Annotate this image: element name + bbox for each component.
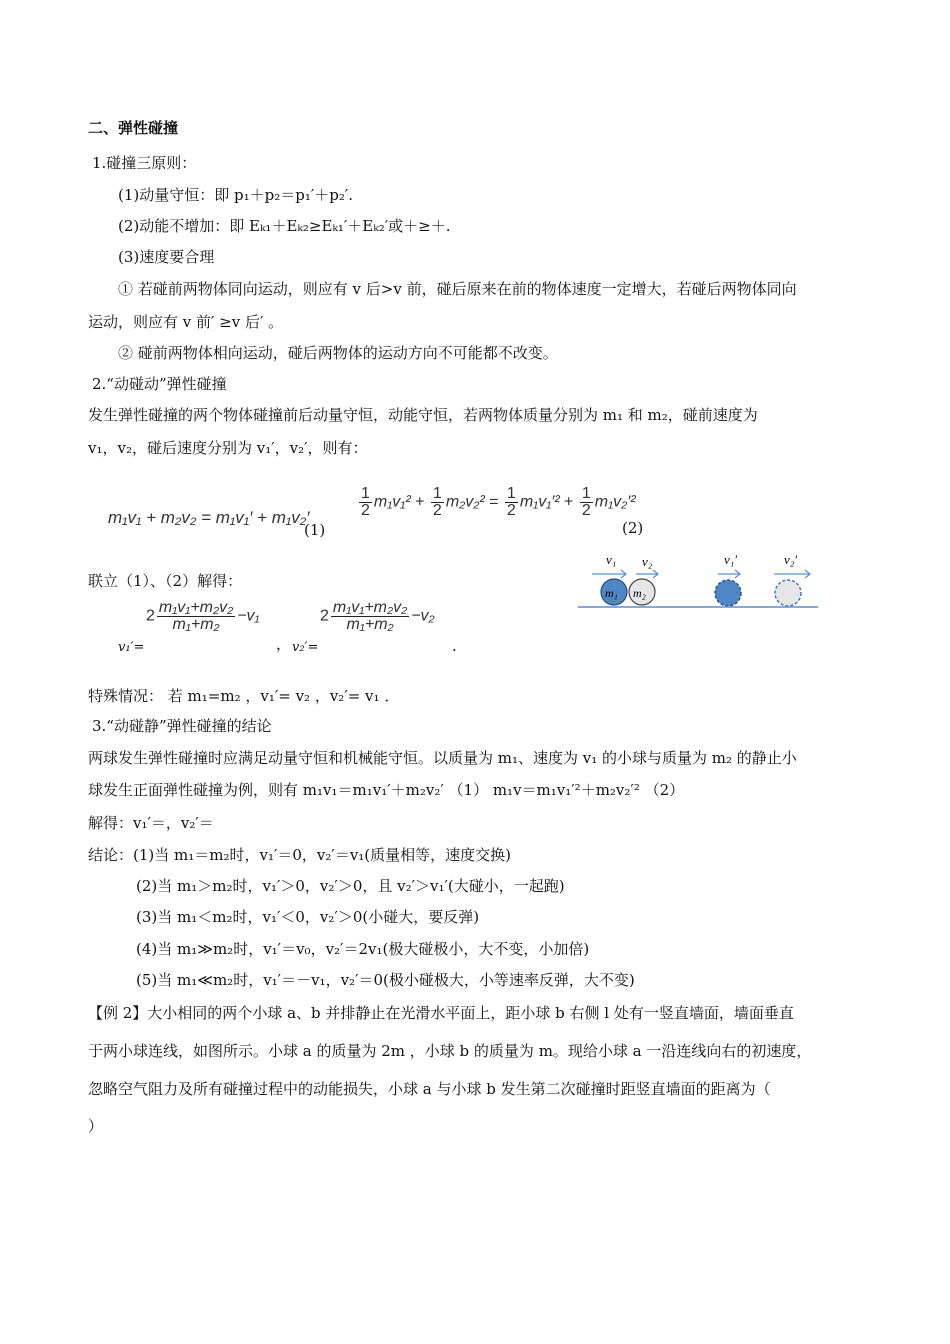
conclusion-1: 结论：(1)当 m₁＝m₂时，v₁′＝0，v₂′＝v₁(质量相等，速度交换) — [88, 846, 512, 864]
m1-label: m₁ — [605, 586, 618, 600]
energy-term-1: m₁v₁² — [373, 493, 411, 511]
period: . — [452, 637, 457, 655]
equals-sign: = — [489, 493, 499, 511]
ball-m2-after — [775, 580, 801, 606]
half-numerator: 1 — [432, 485, 442, 502]
equation-1-tag: (1) — [304, 521, 326, 539]
half-numerator: 1 — [361, 485, 370, 502]
momentum-equation: m₁v₁ + m₂v₂ = m₁v₁′ + m₁v₂′ — [108, 508, 310, 527]
ball-m1-after — [715, 580, 741, 606]
collision-diagram — [578, 548, 823, 614]
half-denominator: 2 — [581, 502, 591, 519]
two-coefficient: 2 — [146, 607, 155, 625]
formula-denominator: m₁+m₂ — [172, 616, 220, 633]
dyn-paragraph-2: v₁，v₂，碰后速度分别为 v₁′，v₂′，则有： — [88, 439, 368, 457]
static-paragraph-2: 球发生正面弹性碰撞为例，则有 m₁v₁＝m₁v₁′＋m₂v₂′ （1） m₁v＝m₁v₁′²＋m₂v₂′² （2） — [88, 781, 685, 799]
arrow-v1 — [592, 570, 626, 578]
half-numerator: 1 — [506, 485, 516, 502]
equation-2-tag: (2) — [622, 519, 644, 537]
solve-heading: 联立（1）、（2）解得： — [88, 572, 243, 590]
v1-label: v₁ — [606, 552, 617, 567]
rule-3a-line1: ① 若碰前两物体同向运动，则应有 v 后>v 前，碰后原来在前的物体速度一定增大，若碰后两物体同向 — [118, 280, 797, 298]
energy-term-3: m₁v₁′² — [519, 493, 560, 511]
rule-3: (3)速度要合理 — [118, 248, 215, 266]
static-heading: 3.“动碰静”弹性碰撞的结论 — [92, 717, 272, 735]
energy-term-4: m₁v₂′² — [594, 493, 636, 511]
v2-prime-label: v₂′ — [784, 552, 798, 567]
formula-tail-v2: −v₂ — [411, 607, 435, 625]
v1-prime-formula — [146, 600, 260, 633]
half-denominator: 2 — [361, 502, 370, 519]
example-line-3: 忽略空气阻力及所有碰撞过程中的动能损失，小球 a 与小球 b 发生第二次碰撞时距竖直墙面的距离为（ — [88, 1080, 771, 1098]
plus-sign: + — [564, 493, 574, 511]
v1-prime-label: v₁′ — [724, 552, 738, 567]
static-solve: 解得：v₁′＝，v₂′＝ — [88, 814, 214, 832]
plus-sign: + — [415, 493, 425, 511]
rules-heading: 1.碰撞三原则： — [92, 154, 197, 172]
dyn-heading: 2.“动碰动”弹性碰撞 — [92, 375, 227, 393]
rule-2: (2)动能不增加：即 Eₖ₁＋Eₖ₂≥Eₖ₁′＋Eₖ₂′或＋≥＋. — [118, 217, 451, 235]
rule-3b: ② 碰前两物体相向运动，碰后两物体的运动方向不可能都不改变。 — [118, 344, 558, 362]
dyn-paragraph-1: 发生弹性碰撞的两个物体碰撞前后动量守恒，动能守恒，若两物体质量分别为 m₁ 和 m₂，碰前速度为 — [88, 406, 758, 424]
conclusion-5: (5)当 m₁≪m₂时，v₁′＝－v₁，v₂′＝0(极小碰极大，小等速率反弹，大不变) — [136, 971, 635, 989]
conclusion-2: (2)当 m₁＞m₂时，v₁′＞0，v₂′＞0，且 v₂′＞v₁′(大碰小，一起跑) — [136, 877, 565, 895]
static-paragraph-1: 两球发生弹性碰撞时应满足动量守恒和机械能守恒。以质量为 m₁、速度为 v₁ 的小球与质量为 m₂ 的静止小 — [88, 749, 797, 767]
v2-prime-result-label: v₂′= — [292, 640, 319, 655]
arrow-v1-prime — [718, 570, 740, 578]
special-case: 特殊情况： 若 m₁=m₂ ，v₁′= v₂ ，v₂′= v₁ ． — [88, 687, 400, 705]
v2-label: v₂ — [642, 554, 653, 569]
arrow-v2 — [636, 570, 658, 578]
formula-tail-v1: −v₁ — [237, 607, 260, 625]
energy-term-2: m₂v₂² — [445, 493, 485, 511]
conclusion-3: (3)当 m₁＜m₂时，v₁′＜0，v₂′＞0(小碰大，要反弹) — [136, 908, 480, 926]
arrow-v2-prime — [774, 570, 810, 578]
energy-equation — [357, 486, 636, 519]
two-coefficient: 2 — [320, 607, 329, 625]
formula-numerator: m₁v₁+m₂v₂ — [332, 599, 408, 616]
half-denominator: 2 — [506, 502, 516, 519]
m2-label: m₂ — [633, 586, 646, 600]
formula-denominator: m₁+m₂ — [346, 616, 394, 633]
formula-numerator: m₁v₁+m₂v₂ — [158, 599, 234, 616]
rule-3a-line2: 运动，则应有 v 前′ ≥v 后′ 。 — [88, 313, 284, 331]
half-numerator: 1 — [581, 485, 591, 502]
section-title: 二、弹性碰撞 — [88, 119, 179, 137]
v2-prime-formula — [320, 600, 435, 633]
rule-1: (1)动量守恒：即 p₁＋p₂＝p₁′＋p₂′. — [118, 186, 354, 204]
conclusion-4: (4)当 m₁≫m₂时，v₁′＝v₀，v₂′＝2v₁(极大碰极小，大不变，小加倍) — [136, 940, 590, 958]
half-denominator: 2 — [432, 502, 442, 519]
v1-prime-result-label: v₁′= — [118, 640, 145, 655]
example-line-2: 于两小球连线，如图所示。小球 a 的质量为 2m ，小球 b 的质量为 m。现给小球 a 一沿连线向右的初速度， — [88, 1042, 812, 1060]
example-line-4: ） — [88, 1117, 104, 1135]
example-line-1: 【例 2】大小相同的两个小球 a、b 并排静止在光滑水平面上，距小球 b 右侧 l 处有一竖直墙面，墙面垂直 — [88, 1004, 794, 1022]
comma: ， — [276, 635, 292, 653]
